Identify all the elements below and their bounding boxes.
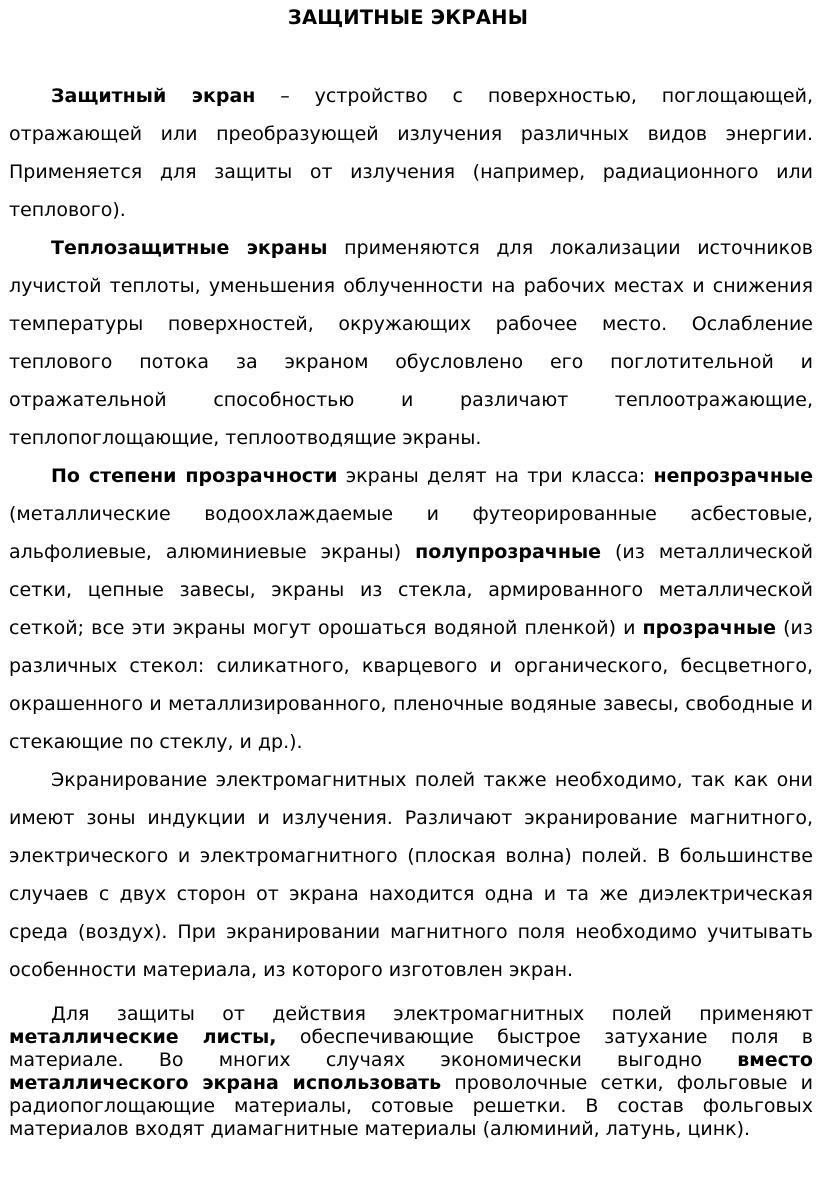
- term-heat-shields: Теплозащитные экраны: [51, 237, 328, 259]
- paragraph-protective-screen: [9, 77, 813, 229]
- term-transparent: прозрачные: [642, 617, 777, 639]
- term-instead-of-metal-screen: вместо металлического экрана использовать: [9, 1049, 813, 1094]
- term-opaque: непрозрачные: [653, 465, 814, 487]
- paragraph-text: экраны делят на три класса:: [337, 465, 654, 487]
- paragraph-text: обеспечивающие быстрое затухание поля в материале. Во многих случаях экономически выгодно: [9, 1026, 813, 1071]
- paragraph-em-protection: [9, 1003, 813, 1141]
- paragraph-heat-shields: [9, 229, 813, 457]
- paragraph-text: (из различных стекол: силикатного, кварцевого и органического, бесцветного, окрашенного и металлизированного, пленочные водяные завесы, свободные и стекающие по стеклу, и др.).: [9, 617, 813, 753]
- document-body: [9, 77, 813, 1141]
- term-protective-screen: Защитный экран: [51, 85, 256, 107]
- term-metal-sheets: металлические листы,: [9, 1026, 277, 1048]
- paragraph-text: проволочные сетки, фольговые и радиопоглощающие материалы, сотовые решетки. В состав фольговых материалов входят диамагнитные материалы (алюминий, латунь, цинк).: [9, 1072, 813, 1140]
- document-title: ЗАЩИТНЫЕ ЭКРАНЫ: [287, 6, 529, 29]
- paragraph-em-shielding: [9, 761, 813, 989]
- term-semitransparent: полупрозрачные: [415, 541, 602, 563]
- term-transparency: По степени прозрачности: [51, 465, 338, 487]
- paragraph-text: применяются для локализации источников лучистой теплоты, уменьшения облученности на рабочих местах и снижения температуры поверхностей, окружающих рабочее место. Ослабление теплового потока за экраном обусловлено его поглотительной и отражательной способностью и различают теплоотражающие, теплопоглощающие, теплоотводящие экраны.: [9, 237, 813, 449]
- paragraph-text: Для защиты от действия электромагнитных полей применяют: [51, 1003, 813, 1025]
- paragraph-text: Экранирование электромагнитных полей также необходимо, так как они имеют зоны индукции и излучения. Различают экранирование магнитного, электрического и электромагнитного (плоская волна) полей. В большинстве случаев с двух сторон от экрана находится одна и та же диэлектрическая среда (воздух). При экранировании магнитного поля необходимо учитывать особенности материала, из которого изготовлен экран.: [9, 769, 813, 981]
- paragraph-transparency-classes: [9, 457, 813, 761]
- paragraph-text: (металлические водоохлаждаемые и футеорированные асбестовые, альфолиевые, алюминиевые экраны): [9, 503, 813, 563]
- paragraph-text: – устройство с поверхностью, поглощающей, отражающей или преобразующей излучения различных видов энергии. Применяется для защиты от излучения (например, радиационного или теплового).: [9, 85, 814, 221]
- paragraph-text: (из металлической сетки, цепные завесы, экраны из стекла, армированного металлической сеткой; все эти экраны могут орошаться водяной пленкой) и: [9, 541, 813, 639]
